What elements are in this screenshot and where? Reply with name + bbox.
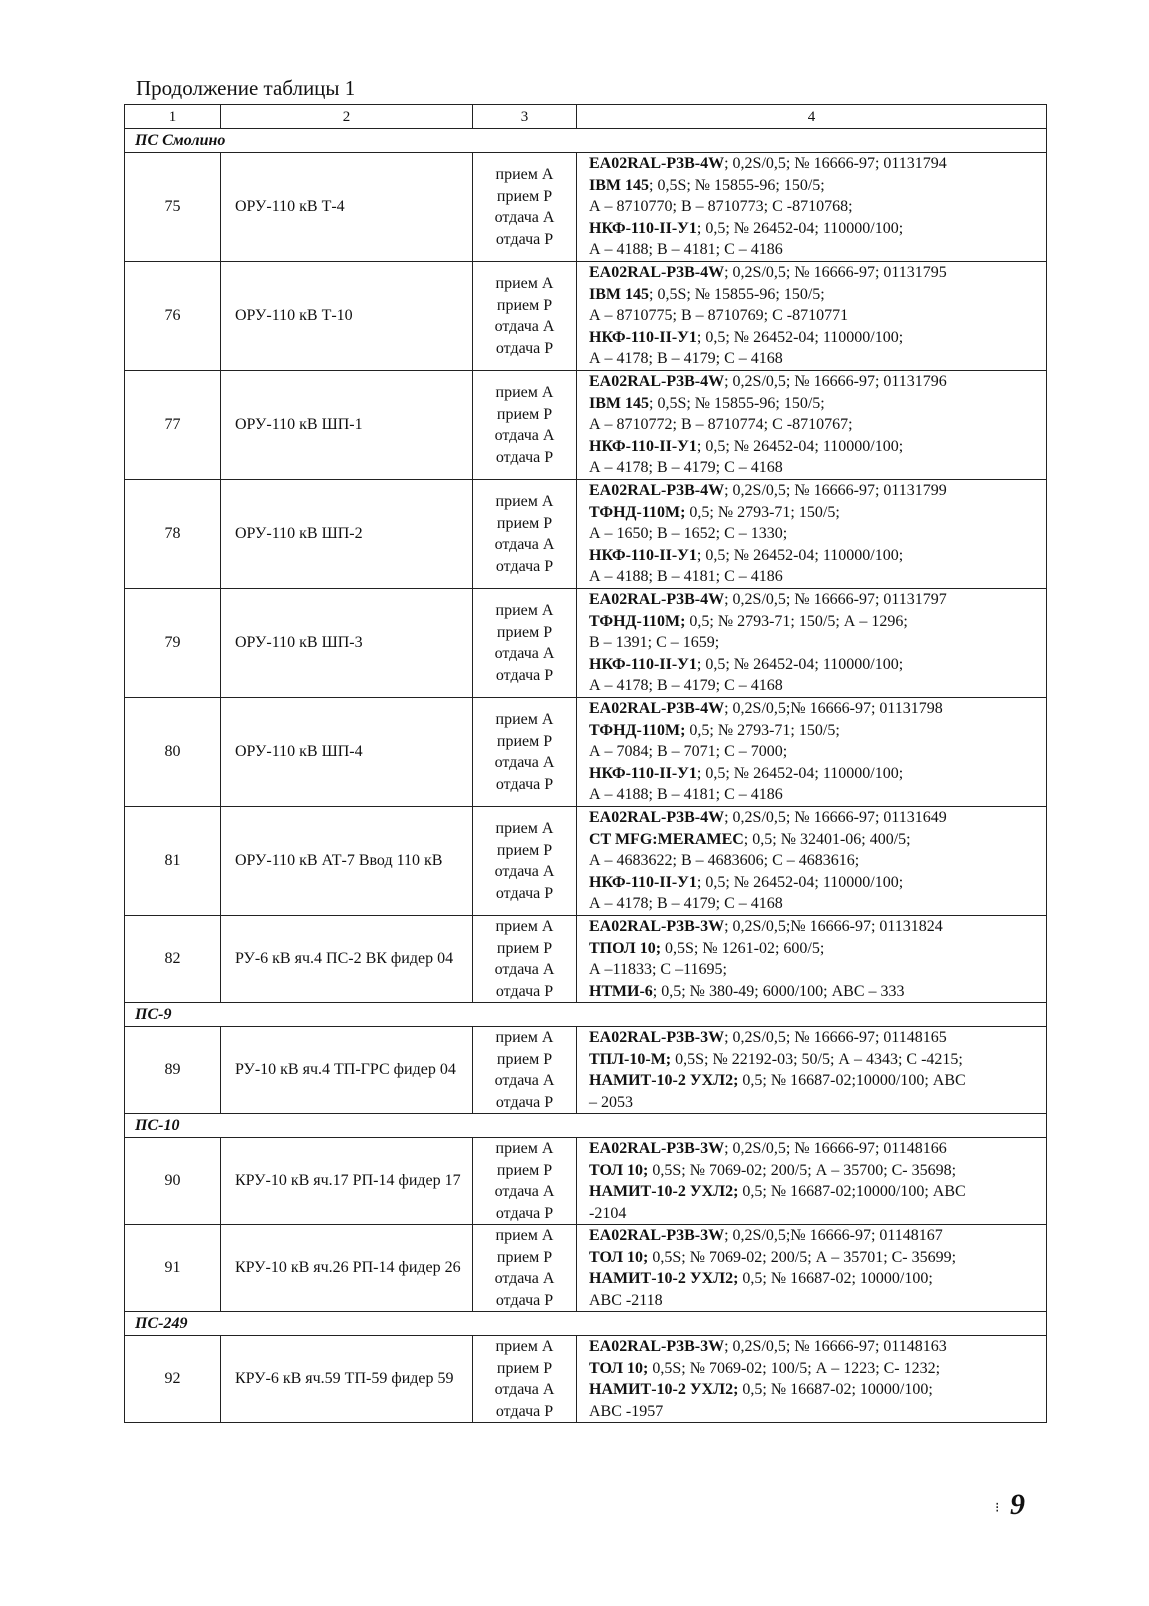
direction-label: отдача Р: [495, 982, 554, 1000]
device-type: ТОЛ 10;: [589, 1359, 649, 1377]
row-number: 89: [125, 1027, 221, 1114]
device-type: НАМИТ-10-2 УХЛ2;: [589, 1270, 739, 1287]
energy-directions: [473, 1027, 577, 1114]
spec-line: [589, 393, 1042, 415]
spec-line: [589, 239, 1042, 261]
device-type: ЕА02RAL-Р3В-4W: [589, 482, 725, 500]
row-number: 79: [125, 589, 221, 698]
direction-label: прием А: [495, 1140, 554, 1157]
device-type: IBM 145: [589, 285, 649, 303]
direction-label: прием А: [495, 602, 554, 619]
connection-name: КРУ-10 кВ яч.17 РП-14 фидер 17: [221, 1138, 473, 1225]
direction-label: отдача Р: [495, 666, 554, 684]
direction-label: отдача Р: [495, 1291, 554, 1309]
spec-line: [589, 566, 1042, 588]
column-number-cell: 4: [577, 105, 1047, 129]
spec-line: [589, 611, 1042, 633]
direction-label: отдача А: [494, 1270, 555, 1287]
direction-label: отдача Р: [495, 775, 554, 793]
device-details: А – 1650; В – 1652; С – 1330;: [589, 525, 788, 543]
equipment-spec: [577, 153, 1047, 262]
device-details: 0,5S; № 7069-02; 100/5; А – 1223; С- 1232;: [648, 1359, 941, 1377]
device-details: А – 4188; В – 4181; С – 4186: [589, 568, 783, 586]
device-details: А – 8710775; В – 8710769; С -8710771: [589, 307, 849, 325]
device-type: ЕА02RAL-Р3В-4W: [589, 700, 725, 718]
device-type: НКФ-110-II-У1: [589, 873, 697, 891]
device-details: ; 0,2S/0,5; № 16666-97; 01131649: [724, 809, 947, 827]
device-details: В – 1391; С – 1659;: [589, 634, 720, 652]
connection-name: ОРУ-110 кВ ШП-4: [221, 698, 473, 807]
device-details: ; 0,2S/0,5; № 16666-97; 01131796: [724, 373, 947, 391]
spec-line: [589, 175, 1042, 197]
device-type: НКФ-110-II-У1: [589, 437, 697, 455]
device-details: А – 4178; В – 4179; С – 4168: [589, 677, 783, 695]
direction-label: отдача Р: [495, 1204, 554, 1222]
connection-name: ОРУ-110 кВ ШП-2: [221, 480, 473, 589]
direction-label: прием Р: [496, 1248, 553, 1266]
device-details: А – 7084; В – 7071; С – 7000;: [589, 743, 788, 761]
direction-label: прием А: [495, 711, 554, 728]
equipment-spec: [577, 1027, 1047, 1114]
device-details: 0,5S; № 7069-02; 200/5; А – 35701; С- 35699;: [648, 1248, 957, 1266]
device-details: ; 0,2S/0,5; № 16666-97; 01131799: [724, 482, 947, 500]
device-details: ; 0,2S/0,5; № 16666-97; 01148165: [724, 1029, 947, 1046]
spec-line: [589, 981, 1042, 1003]
device-type: ТФНД-110М;: [589, 503, 686, 521]
direction-label: прием Р: [496, 841, 553, 859]
direction-label: отдача А: [494, 536, 555, 553]
device-details: ; 0,5; № 26452-04; 110000/100;: [696, 328, 904, 346]
spec-line: [589, 720, 1042, 742]
column-number-cell: 1: [125, 105, 221, 129]
table-row: [125, 1138, 1047, 1225]
device-details: ; 0,5; № 26452-04; 110000/100;: [696, 655, 904, 673]
device-details: 0,5; № 2793-71; 150/5;: [685, 503, 840, 521]
spec-line: [589, 938, 1042, 960]
row-number: 75: [125, 153, 221, 262]
device-type: НАМИТ-10-2 УХЛ2;: [589, 1381, 739, 1398]
device-type: ТОЛ 10;: [589, 1161, 649, 1179]
direction-label: отдача А: [494, 754, 555, 771]
direction-label: прием Р: [496, 296, 553, 314]
spec-line: [589, 1225, 1042, 1247]
equipment-spec: [577, 807, 1047, 916]
device-type: ЕА02RAL-Р3В-3W: [589, 1140, 725, 1157]
spec-line: [589, 807, 1042, 829]
device-type: НКФ-110-II-У1: [589, 655, 697, 673]
table-row: [125, 371, 1047, 480]
device-details: ; 0,2S/0,5;№ 16666-97; 01131824: [724, 918, 943, 935]
device-details: 0,5; № 2793-71; 150/5; А – 1296;: [685, 612, 908, 630]
spec-line: [589, 1336, 1042, 1358]
equipment-spec: [577, 262, 1047, 371]
device-type: НАМИТ-10-2 УХЛ2;: [589, 1183, 739, 1200]
direction-label: отдача А: [494, 318, 555, 335]
spec-line: [589, 153, 1042, 175]
device-type: ЕА02RAL-Р3В-3W: [589, 918, 725, 935]
spec-line: [589, 371, 1042, 393]
table-row: [125, 1027, 1047, 1114]
direction-label: прием Р: [496, 1050, 553, 1068]
energy-directions: [473, 480, 577, 589]
table-row: [125, 480, 1047, 589]
device-type: CT MFG:MERAMEC: [589, 830, 744, 848]
spec-line: [589, 1247, 1042, 1269]
device-details: 0,5S; № 7069-02; 200/5; А – 35700; С- 35698;: [648, 1161, 957, 1179]
device-details: ; 0,2S/0,5;№ 16666-97; 01148167: [724, 1227, 943, 1244]
energy-directions: [473, 1336, 577, 1423]
device-details: ; 0,2S/0,5; № 16666-97; 01131797: [724, 591, 947, 609]
direction-label: отдача А: [494, 961, 555, 978]
spec-line: [589, 218, 1042, 240]
table-row: [125, 153, 1047, 262]
direction-label: прием А: [495, 166, 554, 183]
spec-line: [589, 872, 1042, 894]
spec-line: [589, 196, 1042, 218]
spec-line: [589, 1070, 1042, 1092]
spec-line: [589, 348, 1042, 370]
table-row: [125, 262, 1047, 371]
device-details: А – 4178; В – 4179; С – 4168: [589, 895, 783, 913]
device-details: ; 0,2S/0,5; № 16666-97; 01131795: [724, 264, 947, 282]
spec-line: [589, 327, 1042, 349]
direction-label: прием А: [495, 1338, 554, 1355]
device-type: НКФ-110-II-У1: [589, 764, 697, 782]
section-title: ПС Смолино: [125, 129, 1047, 153]
device-type: ТПЛ-10-М;: [589, 1050, 672, 1068]
device-details: – 2053: [589, 1093, 633, 1111]
spec-line: [589, 1203, 1042, 1225]
direction-label: отдача А: [494, 863, 555, 880]
connection-name: ОРУ-110 кВ ШП-1: [221, 371, 473, 480]
device-details: -2104: [589, 1204, 627, 1222]
device-details: 0,5S; № 1261-02; 600/5;: [661, 939, 825, 957]
table-row: [125, 916, 1047, 1003]
connection-name: ОРУ-110 кВ ШП-3: [221, 589, 473, 698]
spec-line: [589, 414, 1042, 436]
spec-line: [589, 1049, 1042, 1071]
direction-label: прием Р: [496, 623, 553, 641]
row-number: 90: [125, 1138, 221, 1225]
page-number: 9: [1010, 1488, 1025, 1521]
direction-label: прием Р: [496, 1161, 553, 1179]
table-caption: Продолжение таблицы 1: [136, 76, 356, 100]
device-details: А – 4188; В – 4181; С – 4186: [589, 786, 783, 804]
row-number: 78: [125, 480, 221, 589]
direction-label: отдача Р: [495, 557, 554, 575]
connection-name: КРУ-6 кВ яч.59 ТП-59 фидер 59: [221, 1336, 473, 1423]
equipment-spec: [577, 1225, 1047, 1312]
spec-line: [589, 1138, 1042, 1160]
section-row: [125, 1114, 1047, 1138]
device-details: ; 0,5S; № 15855-96; 150/5;: [649, 176, 825, 194]
spec-line: [589, 916, 1042, 938]
device-type: ЕА02RAL-Р3В-3W: [589, 1338, 725, 1355]
device-details: ; 0,2S/0,5;№ 16666-97; 01131798: [724, 700, 943, 718]
equipment-spec: [577, 589, 1047, 698]
direction-label: прием А: [495, 1227, 554, 1244]
section-row: [125, 129, 1047, 153]
direction-label: прием А: [495, 1029, 554, 1046]
device-details: ; 0,5; № 26452-04; 110000/100;: [696, 437, 904, 455]
energy-directions: [473, 916, 577, 1003]
table-row: [125, 589, 1047, 698]
energy-directions: [473, 807, 577, 916]
spec-line: [589, 959, 1042, 981]
scan-mark: ⁝: [995, 1501, 1000, 1516]
section-title: ПС-249: [125, 1312, 1047, 1336]
connection-name: ОРУ-110 кВ АТ-7 Ввод 110 кВ: [221, 807, 473, 916]
device-type: ЕА02RAL-Р3В-4W: [589, 373, 725, 391]
row-number: 76: [125, 262, 221, 371]
device-details: ; 0,2S/0,5; № 16666-97; 01131794: [724, 155, 947, 173]
device-type: ЕА02RAL-Р3В-4W: [589, 591, 725, 609]
spec-line: [589, 545, 1042, 567]
spec-line: [589, 632, 1042, 654]
connection-name: КРУ-10 кВ яч.26 РП-14 фидер 26: [221, 1225, 473, 1312]
device-details: 0,5; № 16687-02; 10000/100;: [738, 1270, 933, 1287]
row-number: 82: [125, 916, 221, 1003]
device-details: 0,5; № 16687-02;10000/100; АВС: [738, 1183, 966, 1200]
device-details: А –11833; С –11695;: [589, 961, 727, 978]
spec-line: [589, 480, 1042, 502]
equipment-spec: [577, 1336, 1047, 1423]
device-details: ; 0,5; № 26452-04; 110000/100;: [696, 764, 904, 782]
device-type: ТФНД-110М;: [589, 612, 686, 630]
direction-label: прием А: [495, 384, 554, 401]
device-details: ; 0,5; № 32401-06; 400/5;: [743, 830, 911, 848]
direction-label: отдача А: [494, 427, 555, 444]
device-details: ; 0,5; № 380-49; 6000/100; АВС – 333: [652, 982, 905, 1000]
spec-line: [589, 1379, 1042, 1401]
device-details: А – 8710772; В – 8710774; С -8710767;: [589, 416, 853, 434]
device-details: А – 4683622; В – 4683606; С – 4683616;: [589, 852, 860, 870]
spec-line: [589, 284, 1042, 306]
spec-line: [589, 502, 1042, 524]
metering-table: [124, 104, 1047, 1423]
device-details: А – 4178; В – 4179; С – 4168: [589, 459, 783, 477]
device-type: IBM 145: [589, 394, 649, 412]
section-row: [125, 1003, 1047, 1027]
device-type: НАМИТ-10-2 УХЛ2;: [589, 1072, 739, 1089]
direction-label: отдача Р: [495, 1093, 554, 1111]
section-row: [125, 1312, 1047, 1336]
device-type: ТПОЛ 10;: [589, 939, 662, 957]
spec-line: [589, 741, 1042, 763]
direction-label: отдача Р: [495, 230, 554, 248]
device-details: 0,5; № 16687-02; 10000/100;: [738, 1381, 933, 1398]
spec-line: [589, 763, 1042, 785]
spec-line: [589, 1160, 1042, 1182]
device-details: ; 0,2S/0,5; № 16666-97; 01148163: [724, 1338, 947, 1355]
device-details: ; 0,5S; № 15855-96; 150/5;: [649, 285, 825, 303]
direction-label: прием А: [495, 918, 554, 935]
row-number: 91: [125, 1225, 221, 1312]
spec-line: [589, 1181, 1042, 1203]
direction-label: отдача А: [494, 1183, 555, 1200]
equipment-spec: [577, 1138, 1047, 1225]
row-number: 77: [125, 371, 221, 480]
device-type: IBM 145: [589, 176, 649, 194]
connection-name: РУ-6 кВ яч.4 ПС-2 ВК фидер 04: [221, 916, 473, 1003]
table-row: [125, 698, 1047, 807]
spec-line: [589, 698, 1042, 720]
column-number-cell: 3: [473, 105, 577, 129]
device-details: А – 4188; В – 4181; С – 4186: [589, 241, 783, 259]
device-details: 0,5S; № 22192-03; 50/5; А – 4343; С -4215;: [671, 1050, 963, 1068]
spec-line: [589, 457, 1042, 479]
direction-label: прием Р: [496, 1359, 553, 1377]
spec-line: [589, 675, 1042, 697]
direction-label: прием Р: [496, 405, 553, 423]
device-details: 0,5; № 2793-71; 150/5;: [685, 721, 840, 739]
device-type: НТМИ-6: [589, 982, 653, 1000]
direction-label: прием Р: [496, 732, 553, 750]
section-title: ПС-9: [125, 1003, 1047, 1027]
spec-line: [589, 1027, 1042, 1049]
spec-line: [589, 654, 1042, 676]
connection-name: ОРУ-110 кВ Т-10: [221, 262, 473, 371]
row-number: 81: [125, 807, 221, 916]
device-details: ; 0,5; № 26452-04; 110000/100;: [696, 219, 904, 237]
device-details: ; 0,5S; № 15855-96; 150/5;: [649, 394, 825, 412]
spec-line: [589, 1268, 1042, 1290]
spec-line: [589, 1358, 1042, 1380]
device-details: А – 8710770; В – 8710773; С -8710768;: [589, 198, 853, 216]
device-details: ; 0,2S/0,5; № 16666-97; 01148166: [724, 1140, 947, 1157]
spec-line: [589, 829, 1042, 851]
energy-directions: [473, 589, 577, 698]
energy-directions: [473, 153, 577, 262]
energy-directions: [473, 1138, 577, 1225]
spec-line: [589, 436, 1042, 458]
direction-label: отдача Р: [495, 448, 554, 466]
energy-directions: [473, 262, 577, 371]
spec-line: [589, 523, 1042, 545]
direction-label: прием А: [495, 275, 554, 292]
table-row: [125, 807, 1047, 916]
spec-line: [589, 262, 1042, 284]
device-type: НКФ-110-II-У1: [589, 219, 697, 237]
direction-label: прием А: [495, 493, 554, 510]
device-type: ЕА02RAL-Р3В-3W: [589, 1029, 725, 1046]
direction-label: отдача А: [494, 1381, 555, 1398]
device-type: ТОЛ 10;: [589, 1248, 649, 1266]
spec-line: [589, 1092, 1042, 1114]
device-type: ЕА02RAL-Р3В-3W: [589, 1227, 725, 1244]
connection-name: ОРУ-110 кВ Т-4: [221, 153, 473, 262]
device-details: ; 0,5; № 26452-04; 110000/100;: [696, 873, 904, 891]
device-details: ; 0,5; № 26452-04; 110000/100;: [696, 546, 904, 564]
energy-directions: [473, 698, 577, 807]
device-type: ЕА02RAL-Р3В-4W: [589, 155, 725, 173]
row-number: 80: [125, 698, 221, 807]
direction-label: отдача А: [494, 1072, 555, 1089]
spec-line: [589, 1290, 1042, 1312]
direction-label: отдача А: [494, 645, 555, 662]
direction-label: отдача Р: [495, 339, 554, 357]
direction-label: прием Р: [496, 939, 553, 957]
device-type: ТФНД-110М;: [589, 721, 686, 739]
spec-line: [589, 893, 1042, 915]
device-type: ЕА02RAL-Р3В-4W: [589, 264, 725, 282]
equipment-spec: [577, 698, 1047, 807]
direction-label: прием Р: [496, 514, 553, 532]
direction-label: прием А: [495, 820, 554, 837]
energy-directions: [473, 371, 577, 480]
device-details: 0,5; № 16687-02;10000/100; АВС: [738, 1072, 966, 1089]
spec-line: [589, 850, 1042, 872]
connection-name: РУ-10 кВ яч.4 ТП-ГРС фидер 04: [221, 1027, 473, 1114]
device-details: АВС -1957: [589, 1402, 664, 1420]
equipment-spec: [577, 916, 1047, 1003]
spec-line: [589, 305, 1042, 327]
energy-directions: [473, 1225, 577, 1312]
direction-label: отдача Р: [495, 1402, 554, 1420]
device-type: ЕА02RAL-Р3В-4W: [589, 809, 725, 827]
device-type: НКФ-110-II-У1: [589, 328, 697, 346]
direction-label: отдача А: [494, 209, 555, 226]
device-details: А – 4178; В – 4179; С – 4168: [589, 350, 783, 368]
section-title: ПС-10: [125, 1114, 1047, 1138]
spec-line: [589, 589, 1042, 611]
direction-label: отдача Р: [495, 884, 554, 902]
device-type: НКФ-110-II-У1: [589, 546, 697, 564]
direction-label: прием Р: [496, 187, 553, 205]
spec-line: [589, 1401, 1042, 1423]
equipment-spec: [577, 371, 1047, 480]
table-row: [125, 1336, 1047, 1423]
table-row: [125, 1225, 1047, 1312]
column-number-cell: 2: [221, 105, 473, 129]
column-number-row: [125, 105, 1047, 129]
table-body: [125, 105, 1047, 1423]
equipment-spec: [577, 480, 1047, 589]
row-number: 92: [125, 1336, 221, 1423]
spec-line: [589, 784, 1042, 806]
device-details: АВС -2118: [589, 1291, 663, 1309]
